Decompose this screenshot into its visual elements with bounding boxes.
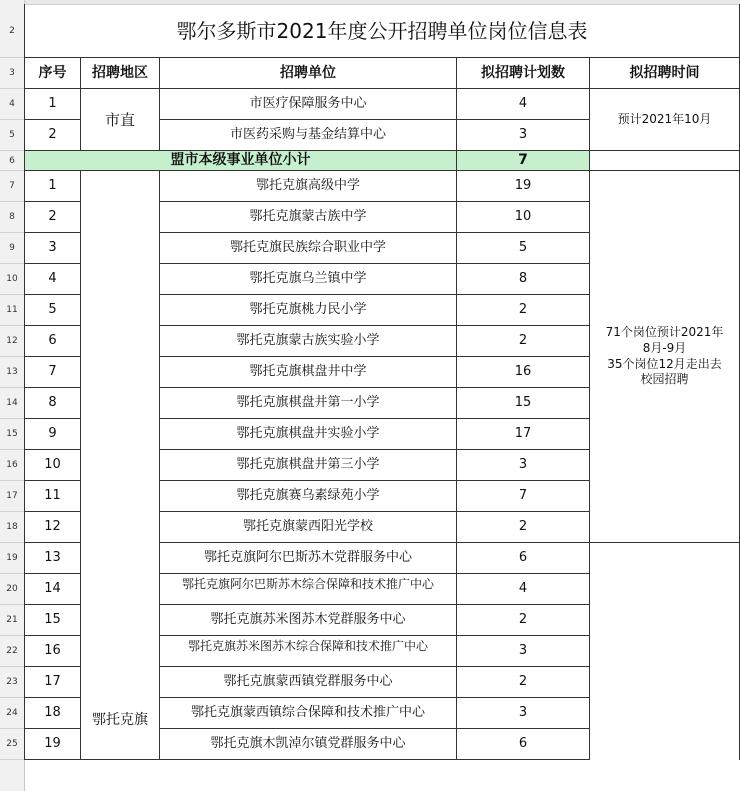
count-cell[interactable]: 6 [457, 543, 590, 574]
seq-cell[interactable]: 15 [24, 605, 81, 636]
unit-cell[interactable]: 鄂托克旗蒙西镇综合保障和技术推广中心 [160, 698, 457, 729]
row-number[interactable]: 14 [0, 388, 24, 419]
count-cell[interactable]: 4 [457, 574, 590, 605]
row-number[interactable]: 15 [0, 419, 24, 450]
time-cell-city[interactable]: 预计2021年10月 [590, 89, 740, 151]
count-cell[interactable]: 4 [457, 89, 590, 120]
unit-cell[interactable]: 鄂托克旗木凯淖尔镇党群服务中心 [160, 729, 457, 760]
row-number[interactable]: 12 [0, 326, 24, 357]
unit-cell[interactable]: 鄂托克旗高级中学 [160, 171, 457, 202]
seq-cell[interactable]: 10 [24, 450, 81, 481]
seq-cell[interactable]: 4 [24, 264, 81, 295]
row-number[interactable]: 19 [0, 543, 24, 574]
seq-cell[interactable]: 17 [24, 667, 81, 698]
header-seq[interactable]: 序号 [24, 58, 81, 89]
unit-cell[interactable]: 鄂托克旗蒙西阳光学校 [160, 512, 457, 543]
time-cell-banner[interactable]: 71个岗位预计2021年8月-9月 35个岗位12月走出去校园招聘 [590, 171, 740, 543]
seq-cell[interactable]: 9 [24, 419, 81, 450]
region-cell-banner[interactable]: 鄂托克旗 [81, 171, 160, 760]
row-number[interactable]: 8 [0, 202, 24, 233]
seq-cell[interactable]: 5 [24, 295, 81, 326]
row-number[interactable]: 2 [0, 4, 24, 58]
seq-cell[interactable]: 12 [24, 512, 81, 543]
seq-cell[interactable]: 3 [24, 233, 81, 264]
count-cell[interactable]: 16 [457, 357, 590, 388]
unit-cell[interactable]: 鄂托克旗赛乌素绿苑小学 [160, 481, 457, 512]
count-cell[interactable]: 2 [457, 512, 590, 543]
unit-cell[interactable]: 鄂托克旗棋盘井第三小学 [160, 450, 457, 481]
table-title[interactable]: 鄂尔多斯市2021年度公开招聘单位岗位信息表 [24, 4, 740, 58]
count-cell[interactable]: 17 [457, 419, 590, 450]
row-number[interactable]: 17 [0, 481, 24, 512]
row-number[interactable]: 7 [0, 171, 24, 202]
time-cell-banner-lower[interactable] [590, 543, 740, 760]
subtotal-label[interactable]: 盟市本级事业单位小计 [24, 151, 457, 171]
subtotal-count[interactable]: 7 [457, 151, 590, 171]
row-number[interactable]: 23 [0, 667, 24, 698]
row-number[interactable]: 6 [0, 151, 24, 171]
unit-cell[interactable]: 市医药采购与基金结算中心 [160, 120, 457, 151]
unit-cell[interactable]: 鄂托克旗乌兰镇中学 [160, 264, 457, 295]
row-number[interactable]: 11 [0, 295, 24, 326]
seq-cell[interactable]: 14 [24, 574, 81, 605]
unit-cell[interactable]: 鄂托克旗民族综合职业中学 [160, 233, 457, 264]
count-cell[interactable]: 8 [457, 264, 590, 295]
count-cell[interactable]: 2 [457, 667, 590, 698]
row-number[interactable]: 5 [0, 120, 24, 151]
seq-cell[interactable]: 18 [24, 698, 81, 729]
unit-cell[interactable]: 鄂托克旗阿尔巴斯苏木党群服务中心 [160, 543, 457, 574]
subtotal-time-empty[interactable] [590, 151, 740, 171]
row-number[interactable]: 10 [0, 264, 24, 295]
row-number[interactable]: 24 [0, 698, 24, 729]
row-number[interactable]: 3 [0, 58, 24, 89]
unit-cell[interactable]: 鄂托克旗棋盘井第一小学 [160, 388, 457, 419]
region-cell-city[interactable]: 市直 [81, 89, 160, 151]
unit-cell[interactable]: 鄂托克旗桃力民小学 [160, 295, 457, 326]
unit-cell[interactable]: 鄂托克旗苏米图苏木综合保障和技术推广中心 [160, 636, 457, 667]
row-number[interactable]: 4 [0, 89, 24, 120]
count-cell[interactable]: 3 [457, 698, 590, 729]
count-cell[interactable]: 3 [457, 636, 590, 667]
count-cell[interactable]: 19 [457, 171, 590, 202]
row-number[interactable]: 16 [0, 450, 24, 481]
seq-cell[interactable]: 1 [24, 171, 81, 202]
row-header-column [0, 0, 25, 791]
seq-cell[interactable]: 7 [24, 357, 81, 388]
row-number[interactable]: 18 [0, 512, 24, 543]
count-cell[interactable]: 7 [457, 481, 590, 512]
header-unit[interactable]: 招聘单位 [160, 58, 457, 89]
spreadsheet-table [24, 0, 740, 791]
seq-cell[interactable]: 13 [24, 543, 81, 574]
seq-cell[interactable]: 1 [24, 89, 81, 120]
unit-cell[interactable]: 鄂托克旗阿尔巴斯苏木综合保障和技术推广中心 [160, 574, 457, 605]
unit-cell[interactable]: 市医疗保障服务中心 [160, 89, 457, 120]
count-cell[interactable]: 3 [457, 120, 590, 151]
unit-cell[interactable]: 鄂托克旗蒙西镇党群服务中心 [160, 667, 457, 698]
header-time[interactable]: 拟招聘时间 [590, 58, 740, 89]
row-number[interactable]: 21 [0, 605, 24, 636]
seq-cell[interactable]: 2 [24, 202, 81, 233]
unit-cell[interactable]: 鄂托克旗棋盘井中学 [160, 357, 457, 388]
header-region[interactable]: 招聘地区 [81, 58, 160, 89]
row-number[interactable]: 13 [0, 357, 24, 388]
seq-cell[interactable]: 19 [24, 729, 81, 760]
count-cell[interactable]: 2 [457, 295, 590, 326]
seq-cell[interactable]: 8 [24, 388, 81, 419]
count-cell[interactable]: 10 [457, 202, 590, 233]
count-cell[interactable]: 5 [457, 233, 590, 264]
unit-cell[interactable]: 鄂托克旗蒙古族中学 [160, 202, 457, 233]
seq-cell[interactable]: 16 [24, 636, 81, 667]
count-cell[interactable]: 6 [457, 729, 590, 760]
row-number[interactable]: 22 [0, 636, 24, 667]
row-number[interactable]: 20 [0, 574, 24, 605]
count-cell[interactable]: 15 [457, 388, 590, 419]
seq-cell[interactable]: 6 [24, 326, 81, 357]
row-number[interactable]: 25 [0, 729, 24, 760]
row-number[interactable]: 9 [0, 233, 24, 264]
seq-cell[interactable]: 2 [24, 120, 81, 151]
count-cell[interactable]: 2 [457, 326, 590, 357]
unit-cell[interactable]: 鄂托克旗棋盘井实验小学 [160, 419, 457, 450]
count-cell[interactable]: 2 [457, 605, 590, 636]
unit-cell[interactable]: 鄂托克旗蒙古族实验小学 [160, 326, 457, 357]
header-count[interactable]: 拟招聘计划数 [457, 58, 590, 89]
seq-cell[interactable]: 11 [24, 481, 81, 512]
unit-cell[interactable]: 鄂托克旗苏米图苏木党群服务中心 [160, 605, 457, 636]
count-cell[interactable]: 3 [457, 450, 590, 481]
